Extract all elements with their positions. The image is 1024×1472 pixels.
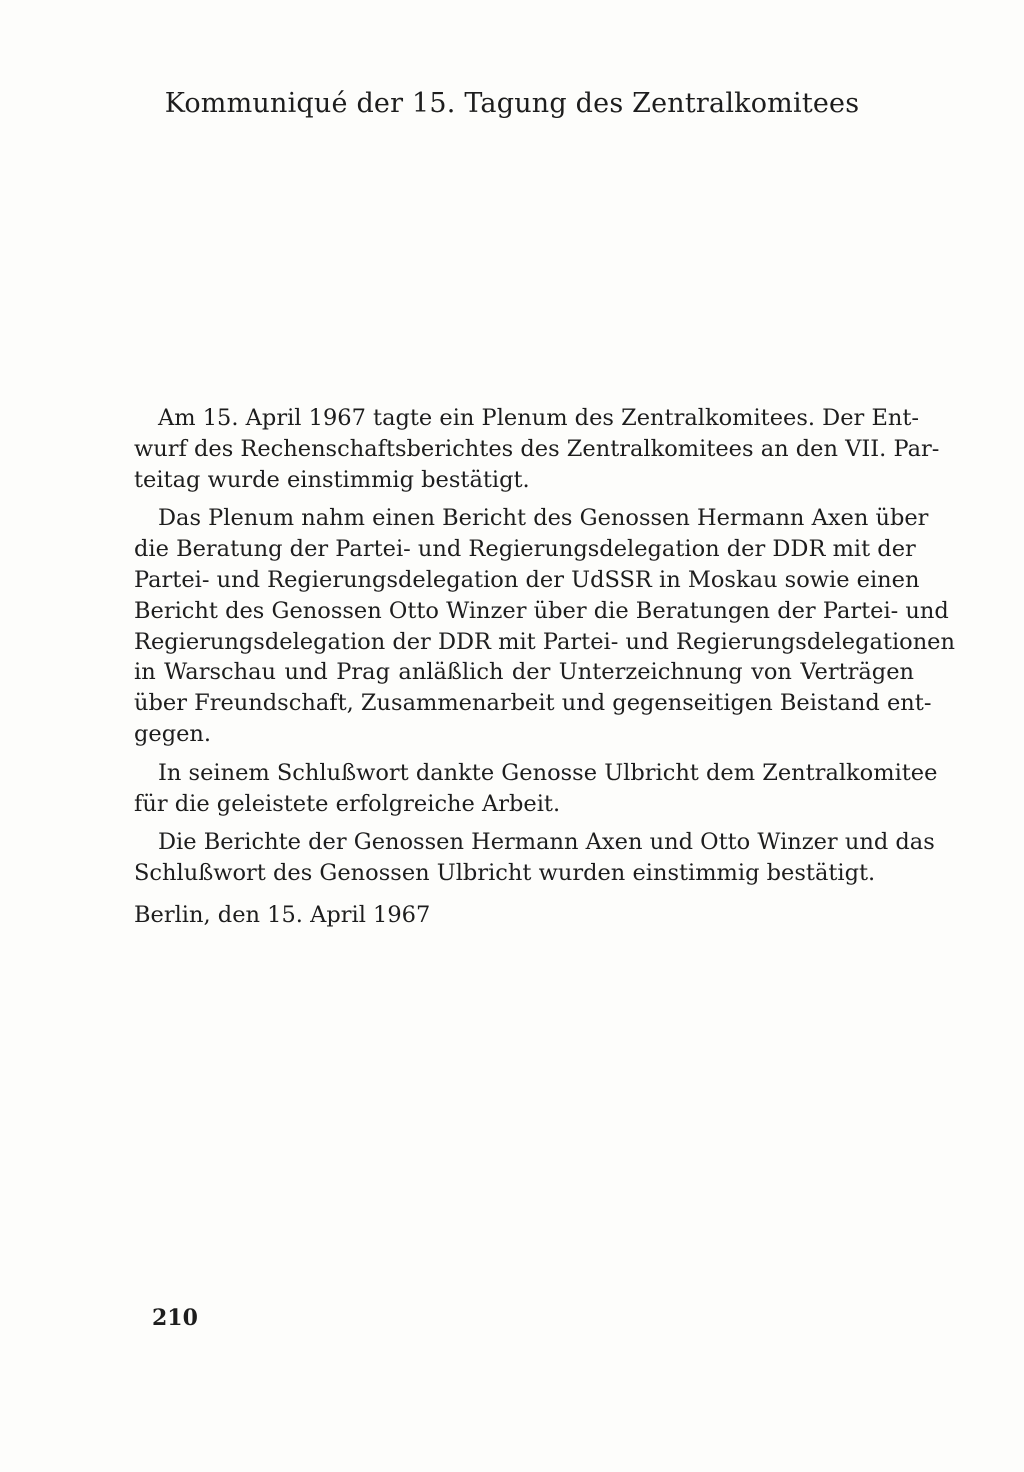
text-line: In seinem Schlußwort dankte Genosse Ulbricht dem Zentralkomitee xyxy=(158,759,938,786)
place-date-signoff: Berlin, den 15. April 1967 xyxy=(134,902,431,928)
body-text xyxy=(134,403,955,889)
text-line: Am 15. April 1967 tagte ein Plenum des Zentralkomitees. Der Ent- xyxy=(158,405,920,431)
paragraph-3 xyxy=(134,758,938,820)
text-line: Bericht des Genossen Otto Winzer über die Beratungen der Partei- und xyxy=(134,597,949,624)
text-line: Schlußwort des Genossen Ulbricht wurden einstimmig bestätigt. xyxy=(134,860,876,887)
paragraph-1 xyxy=(134,403,940,495)
text-line: die Beratung der Partei- und Regierungsdelegation der DDR mit der xyxy=(134,536,916,563)
text-line: über Freundschaft, Zusammenarbeit und gegenseitigen Beistand ent- xyxy=(134,690,932,717)
text-line: in Warschau und Prag anläßlich der Unterzeichnung von Verträgen xyxy=(134,659,914,686)
text-line: wurf des Rechenschaftsberichtes des Zentralkomitees an den VII. Par- xyxy=(134,435,940,462)
text-line: für die geleistete erfolgreiche Arbeit. xyxy=(134,790,561,817)
page-number: 210 xyxy=(152,1305,198,1331)
text-line: Das Plenum nahm einen Bericht des Genossen Hermann Axen über xyxy=(158,505,929,532)
text-line: teitag wurde einstimmig bestätigt. xyxy=(134,466,530,493)
text-line: Partei- und Regierungsdelegation der UdSSR in Moskau sowie einen xyxy=(134,566,920,593)
paragraph-4 xyxy=(134,827,935,889)
text-line: gegen. xyxy=(134,720,212,747)
page-title: Kommuniqué der 15. Tagung des Zentralkomitees xyxy=(164,88,860,119)
paragraph-2 xyxy=(134,503,955,749)
text-line: Regierungsdelegation der DDR mit Partei- und Regierungsdelegationen xyxy=(134,628,955,655)
text-line: Die Berichte der Genossen Hermann Axen und Otto Winzer und das xyxy=(158,829,935,856)
